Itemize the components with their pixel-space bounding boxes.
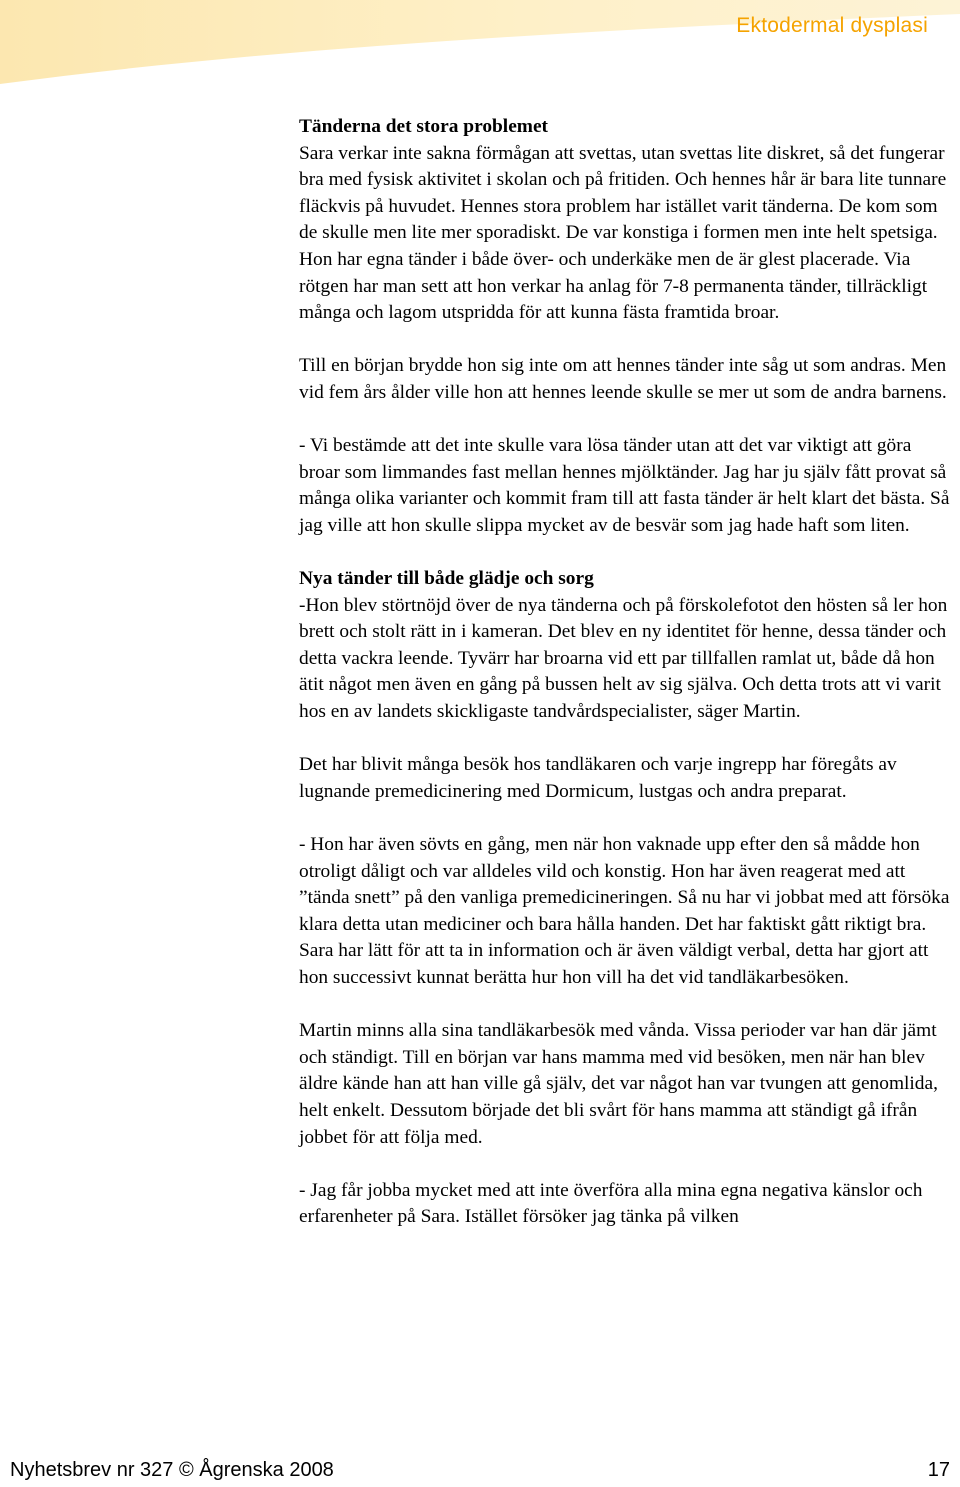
paragraph: - Vi bestämde att det inte skulle vara lösa tänder utan att det var viktigt att göra broar som limmandes fast mellan hennes mjölktänder. Jag har ju själv fått provat så många olika varianter och kommit fram till att fasta tänder är helt klart det bästa. Så jag ville att hon skulle slippa mycket av de besvär som jag hade haft som liten. <box>299 435 950 536</box>
paragraph: Det har blivit många besök hos tandläkaren och varje ingrepp har föregåts av lugnande premedicinering med Dormicum, lustgas och andra preparat. <box>299 754 897 802</box>
paragraph: - Jag får jobba mycket med att inte överföra alla mina egna negativa känslor och erfarenheter på Sara. Istället försöker jag tänka på vilken <box>299 1179 923 1228</box>
paragraph: Till en början brydde hon sig inte om att hennes tänder inte såg ut som andras. Men vid fem års ålder ville hon att hennes leende skulle se mer ut som de andra barnens. <box>299 355 947 403</box>
paragraph: Sara verkar inte sakna förmågan att svettas, utan svettas lite diskret, så det fungerar bra med fysisk aktivitet i skolan och på fritiden. Och hennes hår är bara lite tunnare fläckvis på huvudet. Hennes stora problem har istället varit tänderna. De kom som de skulle men lite mer sporadiskt. De var konstiga i formen men inte helt spetsiga. Hon har egna tänder i både över- och underkäke men de är glest placerade. Via rötgen har man sett att hon verkar ha anlag för 7-8 permanenta tänder, tillräckligt många och lagom utspridda för att kunna fästa framtida broar. <box>299 142 947 324</box>
paragraph: Martin minns alla sina tandläkarbesök med vånda. Vissa perioder var han där jämt och ständigt. Till en början var hans mamma med vid besöken, men när han blev äldre kände han att han ville gå själv, det var något han var tvungen att genomlida, helt enkelt. Dessutom började det bli svårt för hans mamma att ständigt gå ifrån jobbet för att följa med. <box>299 1020 938 1148</box>
article-body <box>299 114 954 1258</box>
paragraph: -Hon blev störtnöjd över de nya tänderna och på förskolefotot den hösten så ler hon brett och stolt rätt in i kameran. Det blev en ny identitet för henne, dessa tänder och detta vackra leende. Tyvärr har broarna vid ett par tillfallen ramlat ut, både då hon ätit något men även en gång på bussen helt av sig själva. Och detta trots att vi varit hos en av landets skickligaste tandvårdspecialister, säger Martin. <box>299 594 948 723</box>
footer-publication: Nyhetsbrev nr 327 © Ågrenska 2008 <box>10 1459 334 1481</box>
section-heading: Nya tänder till både glädje och sorg <box>299 568 594 590</box>
page-number: 17 <box>927 1459 950 1481</box>
paragraph: - Hon har även sövts en gång, men när hon vaknade upp efter den så mådde hon otroligt dåligt och var alldeles vild och konstig. Hon har även reagerat med att ”tända snett” på den vanliga premedicineringen. Så nu har vi jobbat med att försöka klara detta utan mediciner och bara hålla handen. Det har faktiskt gått riktigt bra. Sara har lätt för att ta in information och är även väldigt verbal, detta har gjort att hon successivt kunnat berätta hur hon vill ha det vid tandläkarbesöken. <box>299 834 950 988</box>
section-heading: Tänderna det stora problemet <box>299 116 549 137</box>
header-title: Ektodermal dysplasi <box>736 14 928 37</box>
